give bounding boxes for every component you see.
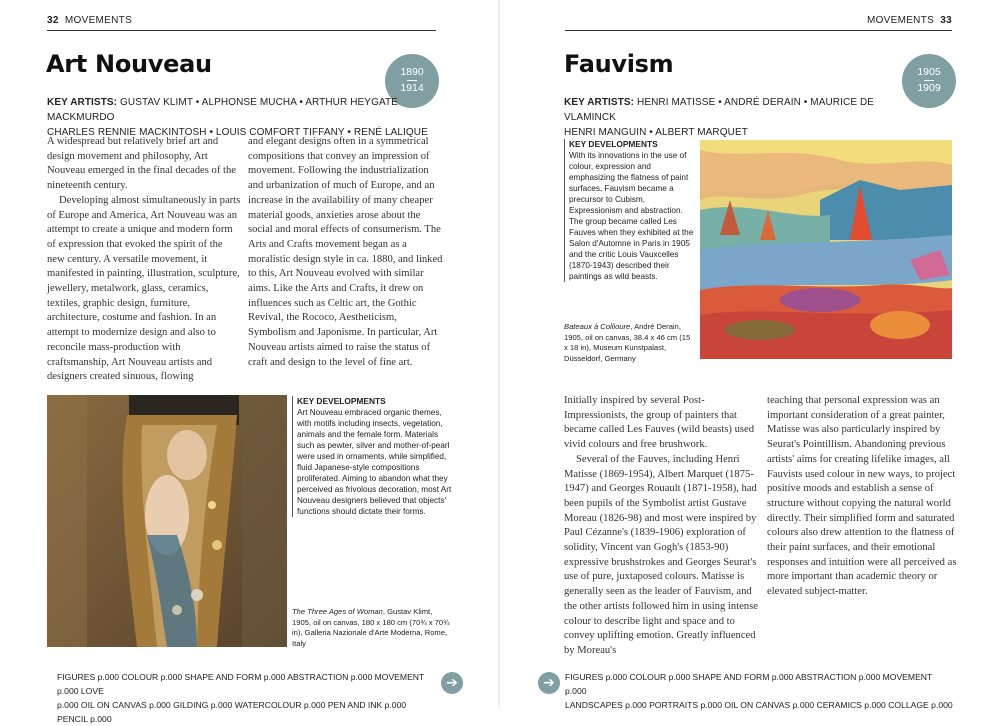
paragraph: A widespread but relatively brief art and design movement and philosophy, Art Nouveau emerged in the final decades of the nineteenth century. <box>47 136 236 192</box>
body-column-1 <box>47 135 242 385</box>
section-label: MOVEMENTS <box>64 15 133 26</box>
key-artists <box>564 95 894 140</box>
key-artists-line: GUSTAV KLIMT • ALPHONSE MUCHA • ARTHUR HEYGATE MACKMURDO <box>47 97 398 123</box>
footer-line: LANDSCAPES p.000 PORTRAITS p.000 OIL ON CANVAS p.000 CERAMICS p.000 COLLAGE p.000 <box>565 700 953 710</box>
body-column-2 <box>767 394 963 600</box>
paragraph: Developing almost simultaneously in parts of Europe and America, Art Nouveau was an attempt to create a unique and modern form of expression that evoked the spirit of the new century. A versatile movement, it manifested in painting, illustration, sculpture, jewellery, metalwork, glass, ceramics, textiles, graphic design, furniture, architecture, costume and fashion. In an attempt to modernize design and also to reconcile mass-production with craftsmanship, Art Nouveau artists and designers created sinuous, flowing <box>47 194 241 383</box>
key-artists-label: KEY ARTISTS: <box>47 97 118 108</box>
page-number: 33 <box>940 15 952 26</box>
body-column-2 <box>248 135 443 370</box>
date-end: 1914 <box>400 82 424 94</box>
cross-reference-footer <box>57 670 437 726</box>
header-rule <box>565 30 952 31</box>
paragraph: and elegant designs often in a symmetrical compositions that convey an impression of movement. Following the industrialization and urbanization of much of Europe, and an increase in the availability of many cheaper material goods, anxieties arose about the social and moral effects of consumerism. The Arts and Crafts movement began as a moralistic design style in ca. 1880, and linked to this, Art Nouveau evolved with similar aims. Like the Arts and Crafts, it drew on influences such as Celtic art, the Gothic Revival, the Rococo, Aestheticism, Symbolism and Japonisme. In particular, Art Nouveau artists aimed to raise the status of craft and design to the level of fine art. <box>248 136 443 368</box>
image-caption <box>292 607 452 649</box>
page-number: 32 <box>47 15 59 26</box>
date-end: 1909 <box>917 82 941 94</box>
paragraph: Several of the Fauves, including Henri Matisse (1869-1954), Albert Marquet (1875-1947) and Georges Rouault (1871-1958), had been pupils of the Symbolist artist Gustave Moreau (1826-98) and most were inspired by Paul Cézanne's (1839-1906) exploration of solidity, Vincent van Gogh's (1853-90) expressive brushstrokes and Georges Seurat's use of pure, juxtaposed colours. Matisse is generally seen as the leader of Fauvism, and the other artists followed him in using intense colour to describe light and space and to convey uplifting emotion. Greatly influenced by Moreau's <box>564 453 758 656</box>
key-artists-line: HENRI MANGUIN • ALBERT MARQUET <box>564 127 748 138</box>
cross-reference-footer <box>565 670 955 712</box>
key-developments-text: Art Nouveau embraced organic themes, with motifs including insects, vegetation, animals and the female form. Materials such as pewter, silver and mother-of-pearl were used in ornaments, while simplified, fluid Japanese-style compositions proliferated. Aiming to abandon what they perceived as frivolous decoration, most Art Nouveau designers believed that objects' functions should dictate their forms. <box>297 408 452 516</box>
key-developments-box <box>564 139 694 282</box>
body-column-1 <box>564 394 761 659</box>
derain-painting <box>700 140 952 359</box>
derain-painting-image <box>700 140 952 359</box>
footer-line: FIGURES p.000 COLOUR p.000 SHAPE AND FORM p.000 ABSTRACTION p.000 MOVEMENT p.000 <box>565 672 933 696</box>
paragraph: Initially inspired by several Post-Impressionists, the group of painters that became called Les Fauves (wild beasts) used vivid colours and free brushwork. <box>564 395 755 451</box>
page-title: Fauvism <box>564 50 674 78</box>
key-developments-box <box>292 396 452 517</box>
footer-line: FIGURES p.000 COLOUR p.000 SHAPE AND FORM p.000 ABSTRACTION p.000 MOVEMENT p.000 LOVE <box>57 672 425 696</box>
running-head-right <box>867 15 952 26</box>
image-caption <box>564 322 694 364</box>
caption-title: The Three Ages of Woman <box>292 607 383 616</box>
section-label: MOVEMENTS <box>866 15 935 26</box>
caption-text: , Gustav Klimt, 1905, oil on canvas, 180 x 180 cm (70¾ x 70¾ in), Galleria Nazionale d'Arte Moderna, Rome, Italy <box>292 607 450 648</box>
date-badge <box>902 54 956 108</box>
key-artists <box>47 95 447 140</box>
arrow-right-icon[interactable]: ➔ <box>441 672 463 694</box>
right-page <box>500 0 1000 709</box>
klimt-painting <box>47 395 287 647</box>
header-rule <box>47 30 436 31</box>
date-start: 1905 <box>917 66 941 78</box>
running-head-left <box>47 15 132 26</box>
key-artists-line: HENRI MATISSE • ANDRÉ DERAIN • MAURICE DE VLAMINCK <box>564 97 875 123</box>
key-developments-title: KEY DEVELOPMENTS <box>297 396 386 406</box>
date-start: 1890 <box>400 66 424 78</box>
key-developments-text: With its innovations in the use of colour, expression and emphasizing the flatness of paint surfaces, Fauvism became a precursor to Cubism, Expressionism and abstraction. The group became called Les Fauves when they exhibited at the Salon d'Automne in Paris in 1905 and the critic Louis Vauxcelles (1870-1943) described their paintings as wild beasts. <box>569 151 694 281</box>
caption-title: Bateaux à Collioure <box>564 322 631 331</box>
key-developments-title: KEY DEVELOPMENTS <box>569 139 658 149</box>
paragraph: teaching that personal expression was an important consideration of a great painter, Matisse was also particularly inspired by Seurat's Pointillism. Abandoning previous artists' aims for creating lifelike images, all Fauvists used colour in new ways, to project positive moods and establish a sense of structure without copying the natural world directly. Their simplified form and saturated colours also drew attention to the flatness of their paint surfaces, and their emotional responses and intuition were all perceived as more important than academic theory or elevated subject-matter. <box>767 395 957 598</box>
page-title: Art Nouveau <box>46 50 212 78</box>
left-page <box>0 0 500 724</box>
klimt-painting-image <box>47 395 287 647</box>
key-artists-label: KEY ARTISTS: <box>564 97 635 108</box>
arrow-right-icon[interactable]: ➔ <box>538 672 560 694</box>
caption-text: , André Derain, 1905, oil on canvas, 38.4 x 46 cm (15 x 18 in), Museum Kunstpalast, Düsseldorf, Germany <box>564 322 691 363</box>
footer-line: p.000 OIL ON CANVAS p.000 GILDING p.000 WATERCOLOUR p.000 PEN AND INK p.000 PENCIL p.000 <box>57 700 407 724</box>
key-artists-line: CHARLES RENNIE MACKINTOSH • LOUIS COMFORT TIFFANY • RENÉ LALIQUE <box>47 127 428 138</box>
